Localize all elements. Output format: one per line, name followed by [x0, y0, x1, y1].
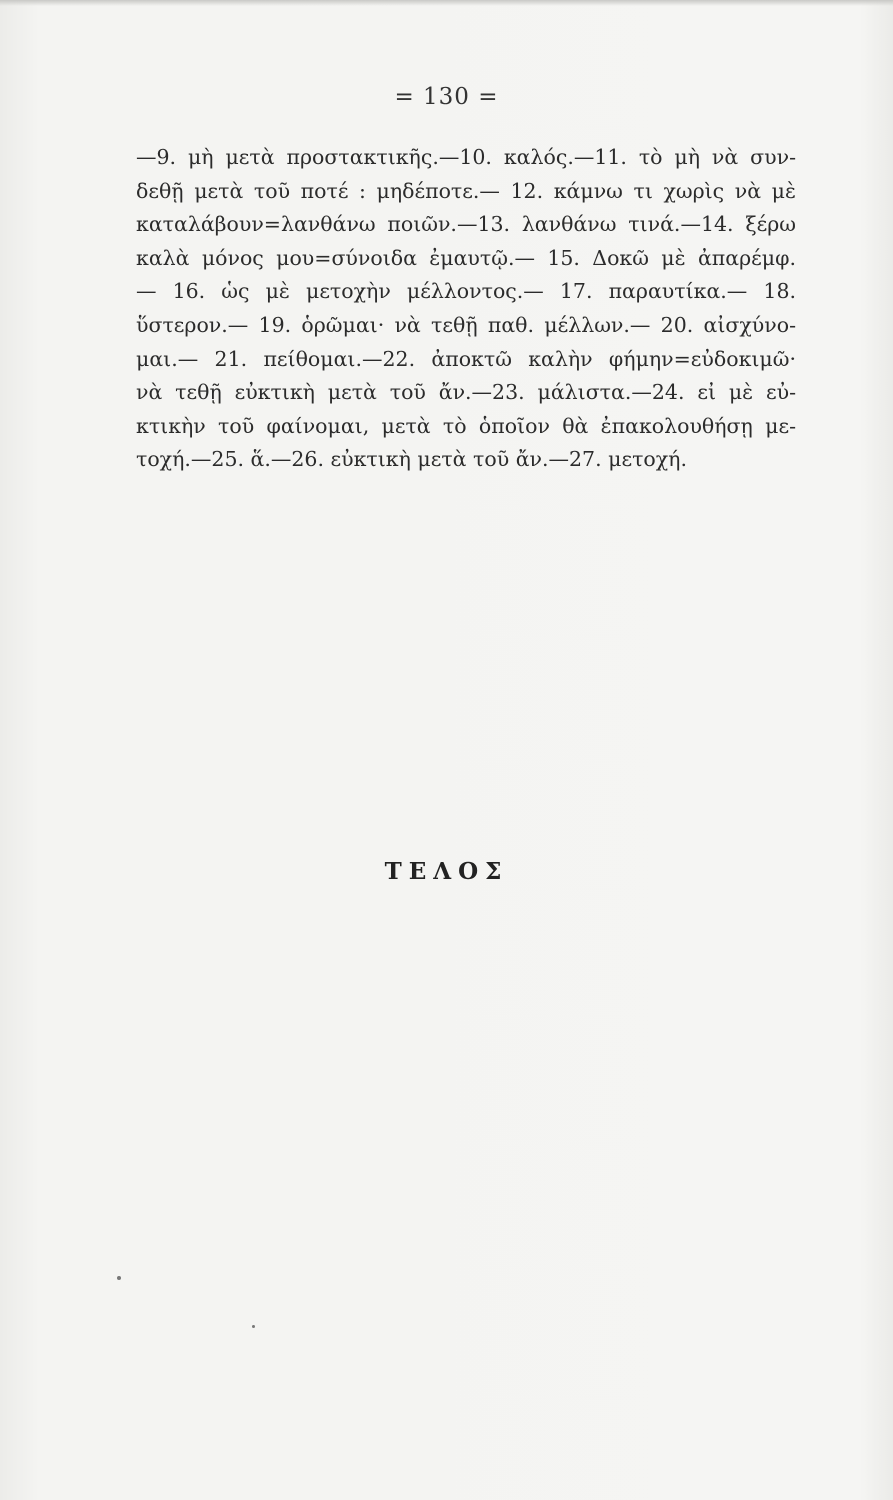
- text-line: νὰ τεθῇ εὐκτικὴ μετὰ τοῦ ἄν.—23. μάλιστα.—24. εἰ μὲ εὐ-: [136, 380, 796, 405]
- ink-speck: [252, 1325, 255, 1328]
- end-title: ΤΕΛΟΣ: [384, 858, 509, 885]
- text-line: —9. μὴ μετὰ προστακτικῆς.—10. καλός.—11. τὸ μὴ νὰ συν-: [136, 145, 796, 169]
- page-top-edge: [0, 0, 893, 6]
- text-line: καλὰ μόνος μου=σύνοιδα ἐμαυτῷ.— 15. Δοκῶ μὲ ἀπαρέμφ.: [136, 245, 796, 270]
- text-line: δεθῇ μετὰ τοῦ ποτέ : μηδέποτε.— 12. κάμνω τι χωρὶς νὰ μὲ: [136, 178, 796, 203]
- notes-paragraph: [136, 141, 796, 477]
- text-line: ὕστερον.— 19. ὁρῶμαι· νὰ τεθῇ παθ. μέλλων.— 20. αἰσχύνο-: [136, 312, 796, 337]
- text-line: — 16. ὡς μὲ μετοχὴν μέλλοντος.— 17. παραυτίκα.— 18.: [136, 279, 796, 304]
- text-line: τοχή.—25. ἅ.—26. εὐκτικὴ μετὰ τοῦ ἄν.—27. μετοχή.: [136, 447, 687, 472]
- text-line: κτικὴν τοῦ φαίνομαι, μετὰ τὸ ὁποῖον θὰ ἐπακολουθήσῃ με-: [136, 413, 796, 438]
- text-line: καταλάβουν=λανθάνω ποιῶν.—13. λανθάνω τινά.—14. ξέρω: [136, 212, 796, 237]
- text-line: μαι.— 21. πείθομαι.—22. ἀποκτῶ καλὴν φήμην=εὐδοκιμῶ·: [136, 346, 796, 371]
- ink-speck: [117, 1276, 121, 1280]
- page-number: = 130 =: [394, 84, 499, 110]
